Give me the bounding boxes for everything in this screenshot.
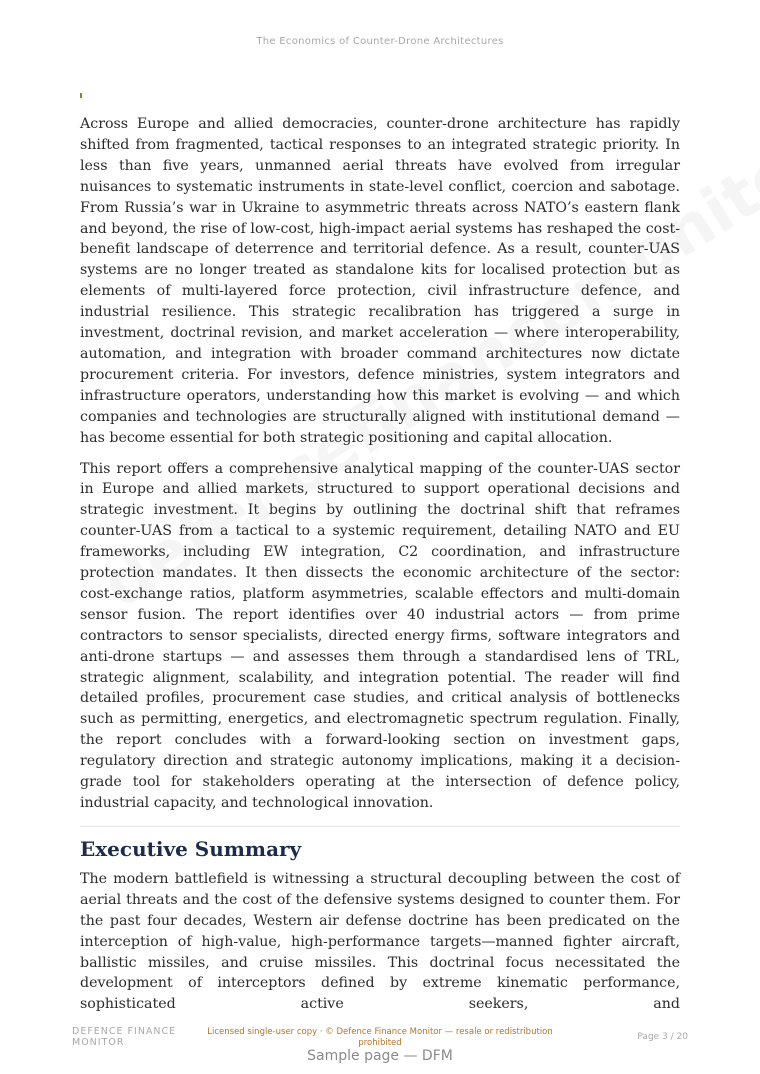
footer-brand bbox=[72, 1026, 202, 1048]
footer-license-notice: Licensed single-user copy · © Defence Finance Monitor — resale or redistribution prohibited bbox=[207, 1027, 553, 1048]
executive-summary-heading: Executive Summary bbox=[80, 836, 302, 861]
intro-paragraph-1: Across Europe and allied democracies, counter-drone architecture has rapidly shifted from fragmented, tactical responses to an integrated strategic priority. In less than five years, unmanned aerial threats have evolved from irregular nuisances to systematic instruments in state-level conflict, coercion and sabotage. From Russia’s war in Ukraine to asymmetric threats across NATO’s eastern flank and beyond, the rise of low-cost, high-impact aerial systems has reshaped the cost-benefit landscape of deterrence and territorial defence. As a result, counter-UAS systems are no longer treated as standalone kits for localised protection but as elements of multi-layered force protection, civil infrastructure defence, and industrial resilience. This strategic recalibration has triggered a surge in investment, doctrinal revision, and market acceleration — where interoperability, automation, and integration with broader command architectures now dictate procurement criteria. For investors, defence ministries, system integrators and infrastructure operators, understanding how this market is evolving — and which companies and technologies are structurally aligned with institutional demand — has become essential for both strategic positioning and capital allocation. bbox=[80, 116, 680, 446]
page-number: Page 3 / 20 bbox=[637, 1032, 688, 1042]
accent-mark bbox=[80, 93, 82, 98]
sample-page-label: Sample page — DFM bbox=[307, 1048, 453, 1064]
executive-summary-paragraph: The modern battlefield is witnessing a structural decoupling between the cost of aerial threats and the cost of the defensive systems designed to counter them. For the past four decades, Western air defense doctrine has been predicated on the interception of high-value, high-performance targets—manned fighter aircraft, ballistic missiles, and cruise missiles. This doctrinal focus necessitated the development of interceptors defined by extreme kinematic performance, sophisticated active seekers, and bbox=[80, 870, 680, 1013]
section-divider bbox=[80, 826, 680, 827]
footer-brand-line-1: DEFENCE FINANCE bbox=[72, 1026, 177, 1037]
intro-paragraph-2: This report offers a comprehensive analytical mapping of the counter-UAS sector in Europe and allied markets, structured to support operational decisions and strategic investment. It begins by outlining the doctrinal shift that reframes counter-UAS from a tactical to a systemic requirement, detailing NATO and EU frameworks, including EW integration, C2 coordination, and infrastructure protection mandates. It then dissects the economic architecture of the sector: cost-exchange ratios, platform asymmetries, scalable effectors and multi-domain sensor fusion. The report identifies over 40 industrial actors — from prime contractors to sensor specialists, directed energy firms, software integrators and anti-drone startups — and assesses them through a standardised lens of TRL, strategic alignment, scalability, and integration potential. The reader will find detailed profiles, procurement case studies, and critical analysis of bottlenecks such as permitting, energetics, and electromagnetic spectrum regulation. Finally, the report concludes with a forward-looking section on investment gaps, regulatory direction and strategic autonomy implications, making it a decision-grade tool for stakeholders operating at the intersection of defence policy, industrial capacity, and technological innovation. bbox=[80, 460, 680, 811]
page-content bbox=[80, 114, 680, 1025]
running-header: The Economics of Counter-Drone Architectures bbox=[256, 36, 504, 47]
footer-brand-line-2: MONITOR bbox=[72, 1037, 125, 1048]
